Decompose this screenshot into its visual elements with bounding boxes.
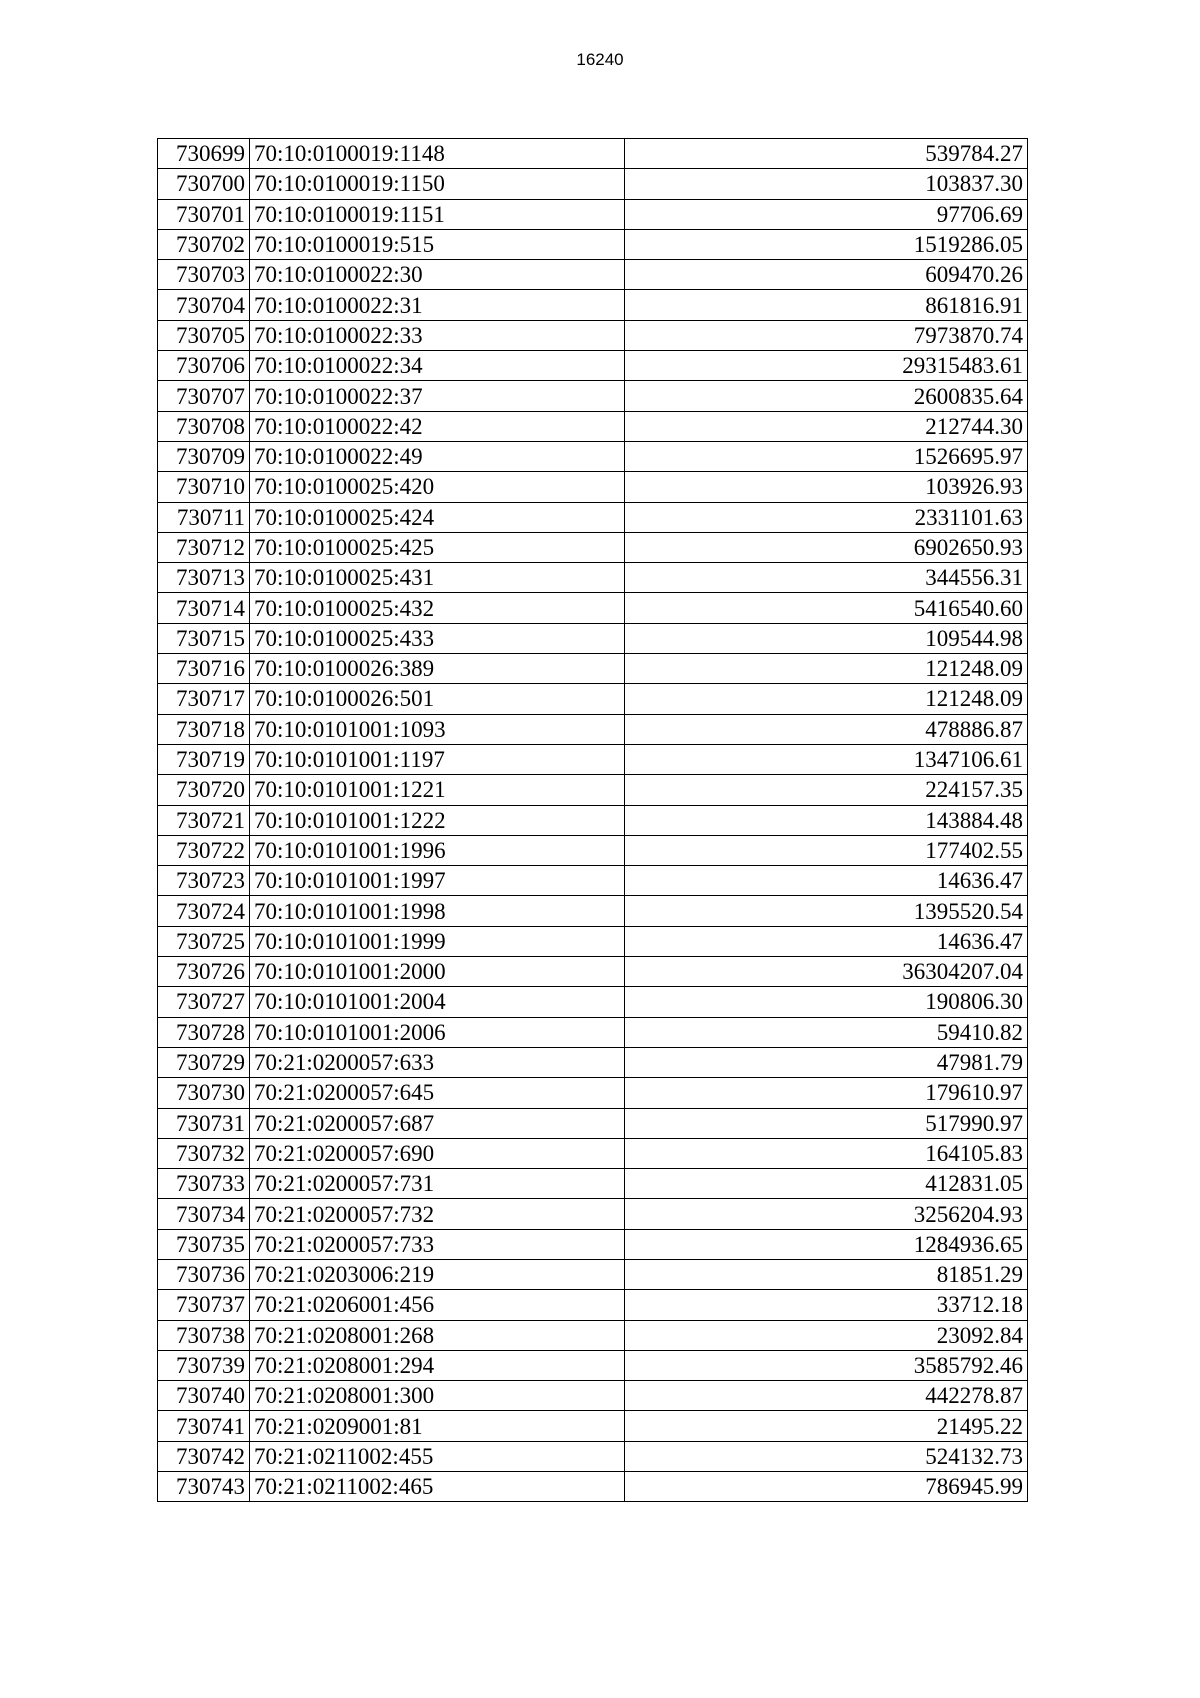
cadastral-number-cell: 70:10:0100025:433 — [250, 623, 625, 653]
table-row — [158, 835, 1028, 865]
value-cell: 59410.82 — [625, 1017, 1028, 1047]
table-row — [158, 1381, 1028, 1411]
row-number-cell: 730705 — [158, 320, 250, 350]
table-row — [158, 502, 1028, 532]
cadastral-number-cell: 70:21:0200057:733 — [250, 1229, 625, 1259]
table-row — [158, 1350, 1028, 1380]
value-cell: 33712.18 — [625, 1290, 1028, 1320]
row-number-cell: 730726 — [158, 957, 250, 987]
table-row — [158, 714, 1028, 744]
table-body — [158, 139, 1028, 1502]
table-row — [158, 290, 1028, 320]
value-cell: 6902650.93 — [625, 532, 1028, 562]
table-row — [158, 1199, 1028, 1229]
table-row — [158, 1017, 1028, 1047]
row-number-cell: 730742 — [158, 1441, 250, 1471]
cadastral-number-cell: 70:10:0100025:424 — [250, 502, 625, 532]
table-row — [158, 987, 1028, 1017]
value-cell: 2600835.64 — [625, 381, 1028, 411]
table-row — [158, 381, 1028, 411]
row-number-cell: 730738 — [158, 1320, 250, 1350]
table-row — [158, 351, 1028, 381]
cadastral-number-cell: 70:10:0100022:33 — [250, 320, 625, 350]
page-number: 16240 — [576, 50, 624, 69]
value-cell: 861816.91 — [625, 290, 1028, 320]
table-row — [158, 563, 1028, 593]
row-number-cell: 730743 — [158, 1472, 250, 1502]
value-cell: 1526695.97 — [625, 441, 1028, 471]
cadastral-number-cell: 70:21:0200057:732 — [250, 1199, 625, 1229]
row-number-cell: 730715 — [158, 623, 250, 653]
cadastral-number-cell: 70:10:0101001:1996 — [250, 835, 625, 865]
value-cell: 1284936.65 — [625, 1229, 1028, 1259]
value-cell: 81851.29 — [625, 1259, 1028, 1289]
cadastral-number-cell: 70:10:0101001:2006 — [250, 1017, 625, 1047]
row-number-cell: 730702 — [158, 229, 250, 259]
value-cell: 786945.99 — [625, 1472, 1028, 1502]
value-cell: 121248.09 — [625, 684, 1028, 714]
value-cell: 47981.79 — [625, 1047, 1028, 1077]
cadastral-number-cell: 70:10:0100025:420 — [250, 472, 625, 502]
table-row — [158, 654, 1028, 684]
value-cell: 3256204.93 — [625, 1199, 1028, 1229]
row-number-cell: 730733 — [158, 1169, 250, 1199]
row-number-cell: 730707 — [158, 381, 250, 411]
table-row — [158, 1259, 1028, 1289]
row-number-cell: 730704 — [158, 290, 250, 320]
value-cell: 478886.87 — [625, 714, 1028, 744]
cadastral-number-cell: 70:10:0101001:1997 — [250, 866, 625, 896]
cadastral-number-cell: 70:21:0208001:294 — [250, 1350, 625, 1380]
row-number-cell: 730721 — [158, 805, 250, 835]
table-row — [158, 1078, 1028, 1108]
row-number-cell: 730725 — [158, 926, 250, 956]
value-cell: 412831.05 — [625, 1169, 1028, 1199]
table-row — [158, 1108, 1028, 1138]
row-number-cell: 730716 — [158, 654, 250, 684]
row-number-cell: 730729 — [158, 1047, 250, 1077]
row-number-cell: 730719 — [158, 744, 250, 774]
table-row — [158, 320, 1028, 350]
value-cell: 177402.55 — [625, 835, 1028, 865]
value-cell: 109544.98 — [625, 623, 1028, 653]
row-number-cell: 730703 — [158, 260, 250, 290]
cadastral-number-cell: 70:21:0200057:645 — [250, 1078, 625, 1108]
cadastral-number-cell: 70:21:0203006:219 — [250, 1259, 625, 1289]
value-cell: 344556.31 — [625, 563, 1028, 593]
cadastral-number-cell: 70:10:0101001:1093 — [250, 714, 625, 744]
table-row — [158, 684, 1028, 714]
table-row — [158, 1169, 1028, 1199]
cadastral-number-cell: 70:10:0100019:1150 — [250, 169, 625, 199]
cadastral-number-cell: 70:21:0200057:687 — [250, 1108, 625, 1138]
row-number-cell: 730727 — [158, 987, 250, 1017]
value-cell: 179610.97 — [625, 1078, 1028, 1108]
row-number-cell: 730713 — [158, 563, 250, 593]
table-row — [158, 926, 1028, 956]
value-cell: 121248.09 — [625, 654, 1028, 684]
table-row — [158, 744, 1028, 774]
table-row — [158, 472, 1028, 502]
table-row — [158, 896, 1028, 926]
cadastral-number-cell: 70:10:0101001:1197 — [250, 744, 625, 774]
row-number-cell: 730737 — [158, 1290, 250, 1320]
row-number-cell: 730712 — [158, 532, 250, 562]
value-cell: 1395520.54 — [625, 896, 1028, 926]
cadastral-number-cell: 70:21:0200057:633 — [250, 1047, 625, 1077]
cadastral-number-cell: 70:21:0200057:690 — [250, 1138, 625, 1168]
cadastral-number-cell: 70:10:0101001:1222 — [250, 805, 625, 835]
value-cell: 23092.84 — [625, 1320, 1028, 1350]
value-cell: 3585792.46 — [625, 1350, 1028, 1380]
row-number-cell: 730717 — [158, 684, 250, 714]
cadastral-number-cell: 70:10:0101001:1999 — [250, 926, 625, 956]
value-cell: 103926.93 — [625, 472, 1028, 502]
cadastral-number-cell: 70:21:0206001:456 — [250, 1290, 625, 1320]
row-number-cell: 730724 — [158, 896, 250, 926]
cadastral-number-cell: 70:10:0100022:34 — [250, 351, 625, 381]
cadastral-number-cell: 70:10:0100022:37 — [250, 381, 625, 411]
cadastral-number-cell: 70:10:0100022:49 — [250, 441, 625, 471]
cadastral-number-cell: 70:21:0211002:465 — [250, 1472, 625, 1502]
row-number-cell: 730731 — [158, 1108, 250, 1138]
value-cell: 212744.30 — [625, 411, 1028, 441]
cadastral-number-cell: 70:21:0200057:731 — [250, 1169, 625, 1199]
value-cell: 164105.83 — [625, 1138, 1028, 1168]
value-cell: 517990.97 — [625, 1108, 1028, 1138]
table-row — [158, 1472, 1028, 1502]
row-number-cell: 730701 — [158, 199, 250, 229]
table-row — [158, 1047, 1028, 1077]
table-row — [158, 866, 1028, 896]
row-number-cell: 730718 — [158, 714, 250, 744]
cadastral-number-cell: 70:10:0100022:42 — [250, 411, 625, 441]
value-cell: 29315483.61 — [625, 351, 1028, 381]
row-number-cell: 730720 — [158, 775, 250, 805]
table-row — [158, 169, 1028, 199]
cadastral-number-cell: 70:10:0100019:515 — [250, 229, 625, 259]
cadastral-number-cell: 70:10:0100022:30 — [250, 260, 625, 290]
cadastral-number-cell: 70:10:0100019:1151 — [250, 199, 625, 229]
value-cell: 2331101.63 — [625, 502, 1028, 532]
table-row — [158, 441, 1028, 471]
table-row — [158, 593, 1028, 623]
table-row — [158, 199, 1028, 229]
row-number-cell: 730714 — [158, 593, 250, 623]
cadastral-number-cell: 70:10:0100025:431 — [250, 563, 625, 593]
row-number-cell: 730736 — [158, 1259, 250, 1289]
row-number-cell: 730709 — [158, 441, 250, 471]
row-number-cell: 730700 — [158, 169, 250, 199]
row-number-cell: 730740 — [158, 1381, 250, 1411]
table-row — [158, 1441, 1028, 1471]
row-number-cell: 730699 — [158, 139, 250, 169]
cadastral-number-cell: 70:10:0100022:31 — [250, 290, 625, 320]
table-row — [158, 260, 1028, 290]
cadastral-number-cell: 70:10:0100026:501 — [250, 684, 625, 714]
cadastral-number-cell: 70:21:0211002:455 — [250, 1441, 625, 1471]
value-cell: 7973870.74 — [625, 320, 1028, 350]
value-cell: 442278.87 — [625, 1381, 1028, 1411]
value-cell: 190806.30 — [625, 987, 1028, 1017]
table-row — [158, 623, 1028, 653]
table-row — [158, 411, 1028, 441]
table-row — [158, 1320, 1028, 1350]
row-number-cell: 730723 — [158, 866, 250, 896]
cadastral-number-cell: 70:10:0101001:1221 — [250, 775, 625, 805]
value-cell: 1347106.61 — [625, 744, 1028, 774]
row-number-cell: 730739 — [158, 1350, 250, 1380]
value-cell: 609470.26 — [625, 260, 1028, 290]
value-cell: 224157.35 — [625, 775, 1028, 805]
value-cell: 143884.48 — [625, 805, 1028, 835]
table-row — [158, 957, 1028, 987]
value-cell: 103837.30 — [625, 169, 1028, 199]
cadastral-number-cell: 70:21:0208001:268 — [250, 1320, 625, 1350]
value-cell: 97706.69 — [625, 199, 1028, 229]
table-row — [158, 1138, 1028, 1168]
value-cell: 1519286.05 — [625, 229, 1028, 259]
table-row — [158, 1290, 1028, 1320]
value-cell: 524132.73 — [625, 1441, 1028, 1471]
table-row — [158, 775, 1028, 805]
table-row — [158, 532, 1028, 562]
row-number-cell: 730728 — [158, 1017, 250, 1047]
row-number-cell: 730732 — [158, 1138, 250, 1168]
cadastral-table — [157, 138, 1028, 1502]
row-number-cell: 730741 — [158, 1411, 250, 1441]
value-cell: 21495.22 — [625, 1411, 1028, 1441]
row-number-cell: 730722 — [158, 835, 250, 865]
cadastral-number-cell: 70:10:0101001:2000 — [250, 957, 625, 987]
cadastral-number-cell: 70:10:0101001:1998 — [250, 896, 625, 926]
table-row — [158, 229, 1028, 259]
value-cell: 36304207.04 — [625, 957, 1028, 987]
row-number-cell: 730730 — [158, 1078, 250, 1108]
row-number-cell: 730711 — [158, 502, 250, 532]
cadastral-number-cell: 70:21:0208001:300 — [250, 1381, 625, 1411]
row-number-cell: 730710 — [158, 472, 250, 502]
row-number-cell: 730708 — [158, 411, 250, 441]
value-cell: 5416540.60 — [625, 593, 1028, 623]
row-number-cell: 730734 — [158, 1199, 250, 1229]
cadastral-number-cell: 70:10:0100026:389 — [250, 654, 625, 684]
cadastral-number-cell: 70:21:0209001:81 — [250, 1411, 625, 1441]
table-row — [158, 805, 1028, 835]
cadastral-number-cell: 70:10:0101001:2004 — [250, 987, 625, 1017]
table-row — [158, 139, 1028, 169]
value-cell: 14636.47 — [625, 866, 1028, 896]
table-row — [158, 1411, 1028, 1441]
cadastral-number-cell: 70:10:0100025:432 — [250, 593, 625, 623]
cadastral-number-cell: 70:10:0100025:425 — [250, 532, 625, 562]
row-number-cell: 730735 — [158, 1229, 250, 1259]
value-cell: 14636.47 — [625, 926, 1028, 956]
table-row — [158, 1229, 1028, 1259]
cadastral-number-cell: 70:10:0100019:1148 — [250, 139, 625, 169]
value-cell: 539784.27 — [625, 139, 1028, 169]
row-number-cell: 730706 — [158, 351, 250, 381]
